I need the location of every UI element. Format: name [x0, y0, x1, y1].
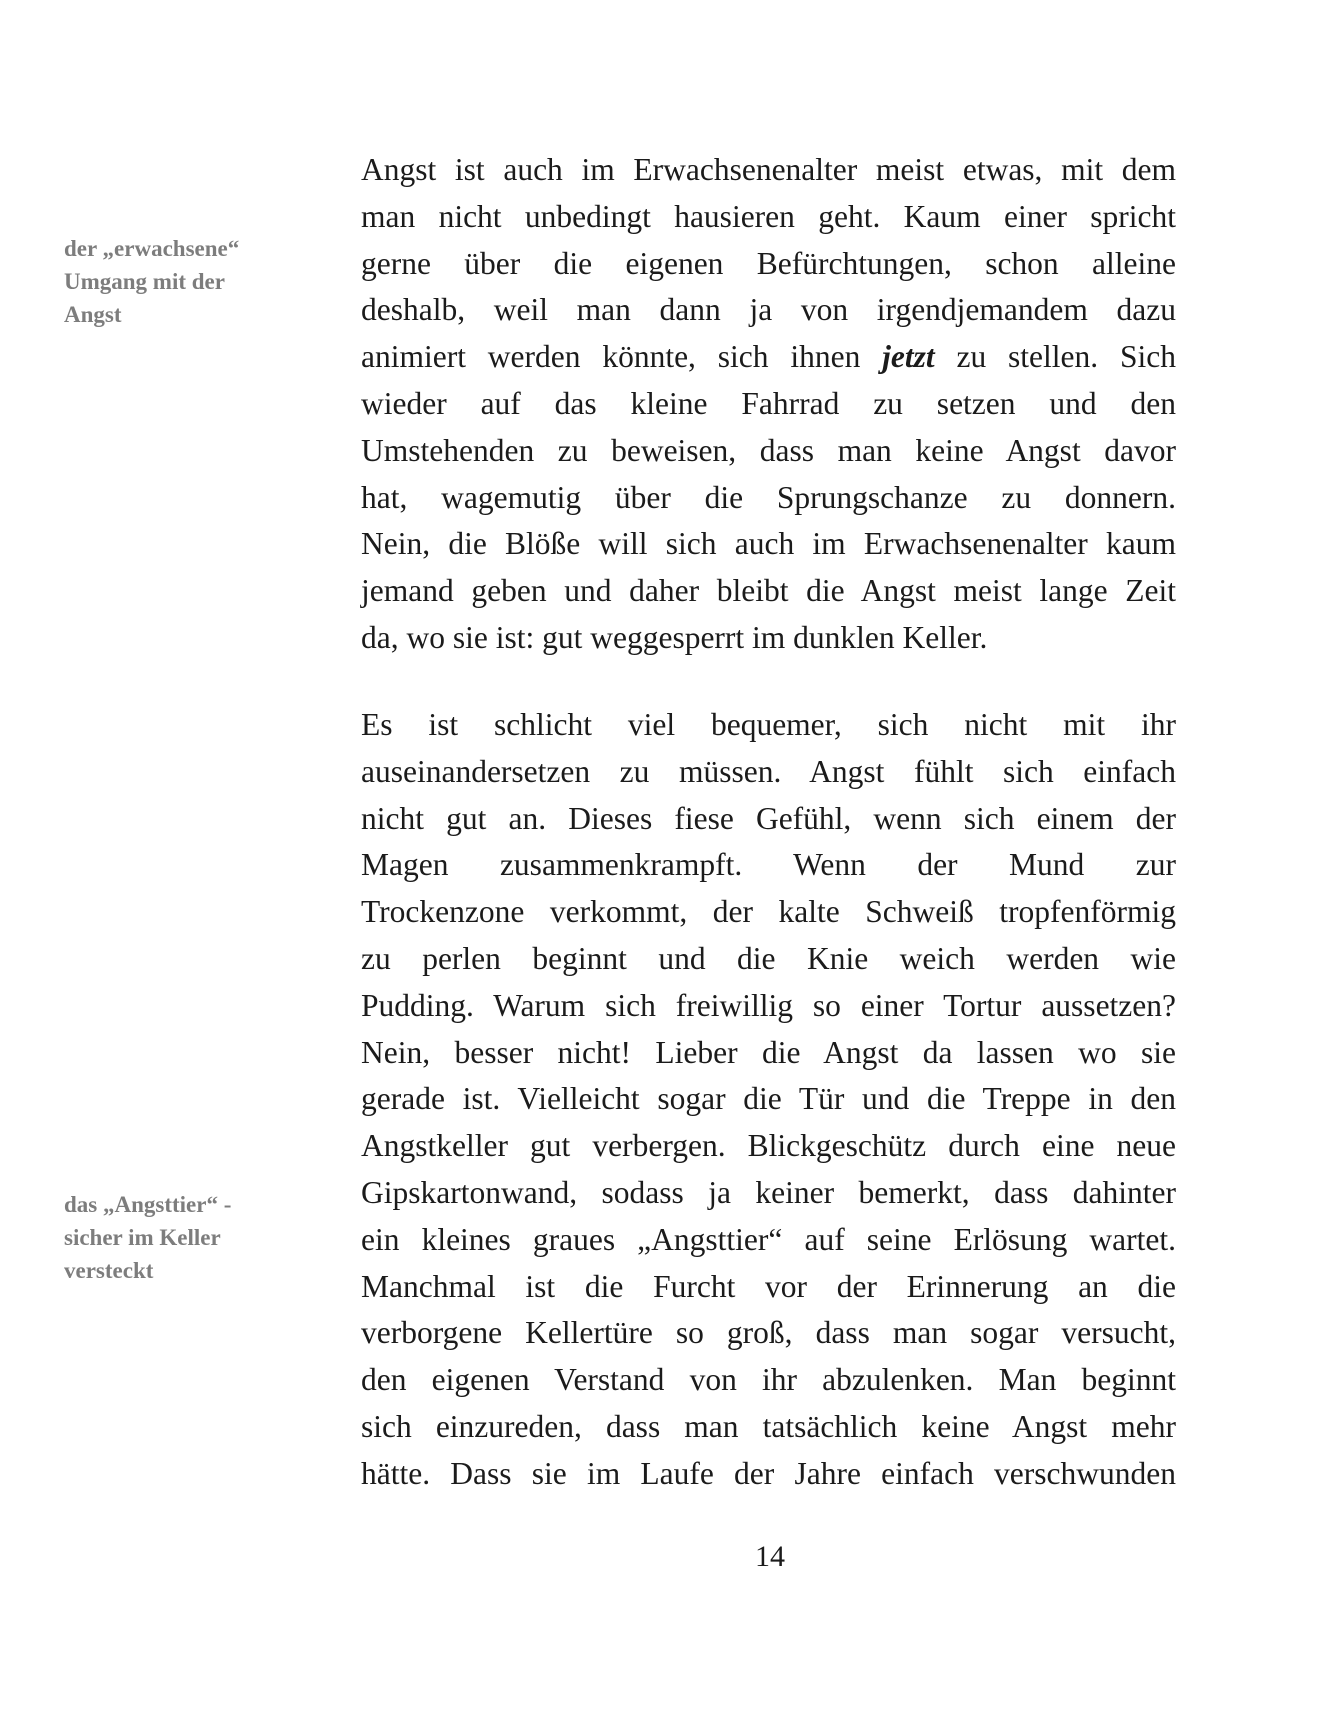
- margin-note-line: das „Angsttier“ -: [64, 1192, 232, 1217]
- margin-note-line: sicher im Keller: [64, 1225, 221, 1250]
- text-line: Nein, die Blöße will sich auch im Erwachsenenalter kaum: [361, 526, 1176, 562]
- text-line: man nicht unbedingt hausieren geht. Kaum einer spricht: [361, 198, 1176, 234]
- text-line: nicht gut an. Dieses fiese Gefühl, wenn sich einem der: [361, 800, 1176, 836]
- margin-note-line: Angst: [64, 302, 122, 327]
- text-line: Umstehenden zu beweisen, dass man keine Angst davor: [361, 432, 1176, 468]
- text-line: Trockenzone verkommt, der kalte Schweiß tropfenförmig: [361, 894, 1176, 930]
- text-line: Gipskartonwand, sodass ja keiner bemerkt, dass dahinter: [361, 1174, 1176, 1210]
- page-number: 14: [755, 1540, 785, 1573]
- margin-note-line: der „erwachsene“: [64, 236, 240, 261]
- text-line: gerne über die eigenen Befürchtungen, schon alleine: [361, 245, 1176, 281]
- text-line: sich einzureden, dass man tatsächlich keine Angst mehr: [361, 1408, 1176, 1444]
- text-line: Es ist schlicht viel bequemer, sich nicht mit ihr: [361, 707, 1176, 742]
- emphasized-word: jetzt: [882, 339, 935, 375]
- text-segment: animiert werden könnte, sich ihnen: [361, 339, 883, 375]
- text-line: Manchmal ist die Furcht vor der Erinnerung an die: [361, 1268, 1176, 1304]
- text-line: gerade ist. Vielleicht sogar die Tür und die Treppe in den: [361, 1081, 1176, 1117]
- margin-note-adult-handling: [64, 232, 279, 331]
- text-line: verborgene Kellertüre so groß, dass man sogar versucht,: [361, 1315, 1176, 1351]
- text-line: da, wo sie ist: gut weggesperrt im dunklen Keller.: [361, 619, 988, 655]
- margin-note-line: versteckt: [64, 1258, 154, 1283]
- text-line: jemand geben und daher bleibt die Angst meist lange Zeit: [361, 573, 1176, 609]
- text-line: deshalb, weil man dann ja von irgendjemandem dazu: [361, 292, 1176, 328]
- text-line: hätte. Dass sie im Laufe der Jahre einfach verschwunden: [361, 1455, 1176, 1491]
- text-line: zu perlen beginnt und die Knie weich werden wie: [361, 940, 1176, 976]
- text-line: Nein, besser nicht! Lieber die Angst da lassen wo sie: [361, 1034, 1176, 1070]
- paragraph-1: [361, 147, 1176, 662]
- text-line: wieder auf das kleine Fahrrad zu setzen und den: [361, 385, 1176, 421]
- margin-note-line: Umgang mit der: [64, 269, 225, 294]
- text-line: auseinandersetzen zu müssen. Angst fühlt sich einfach: [361, 753, 1176, 789]
- text-line: Angstkeller gut verbergen. Blickgeschütz durch eine neue: [361, 1128, 1176, 1164]
- text-line: Pudding. Warum sich freiwillig so einer Tortur aussetzen?: [361, 987, 1176, 1023]
- text-line: Magen zusammenkrampft. Wenn der Mund zur: [361, 847, 1176, 883]
- text-line: hat, wagemutig über die Sprungschanze zu donnern.: [361, 479, 1176, 515]
- text-line: ein kleines graues „Angsttier“ auf seine Erlösung wartet.: [361, 1221, 1176, 1257]
- margin-note-fear-creature: [64, 1188, 279, 1287]
- text-line: Angst ist auch im Erwachsenenalter meist etwas, mit dem: [361, 152, 1176, 187]
- text-line: den eigenen Verstand von ihr abzulenken. Man beginnt: [361, 1362, 1176, 1398]
- text-segment: zu stellen. Sich: [934, 339, 1176, 375]
- text-line-with-emphasis: [361, 334, 1176, 381]
- paragraph-2: [361, 702, 1176, 1498]
